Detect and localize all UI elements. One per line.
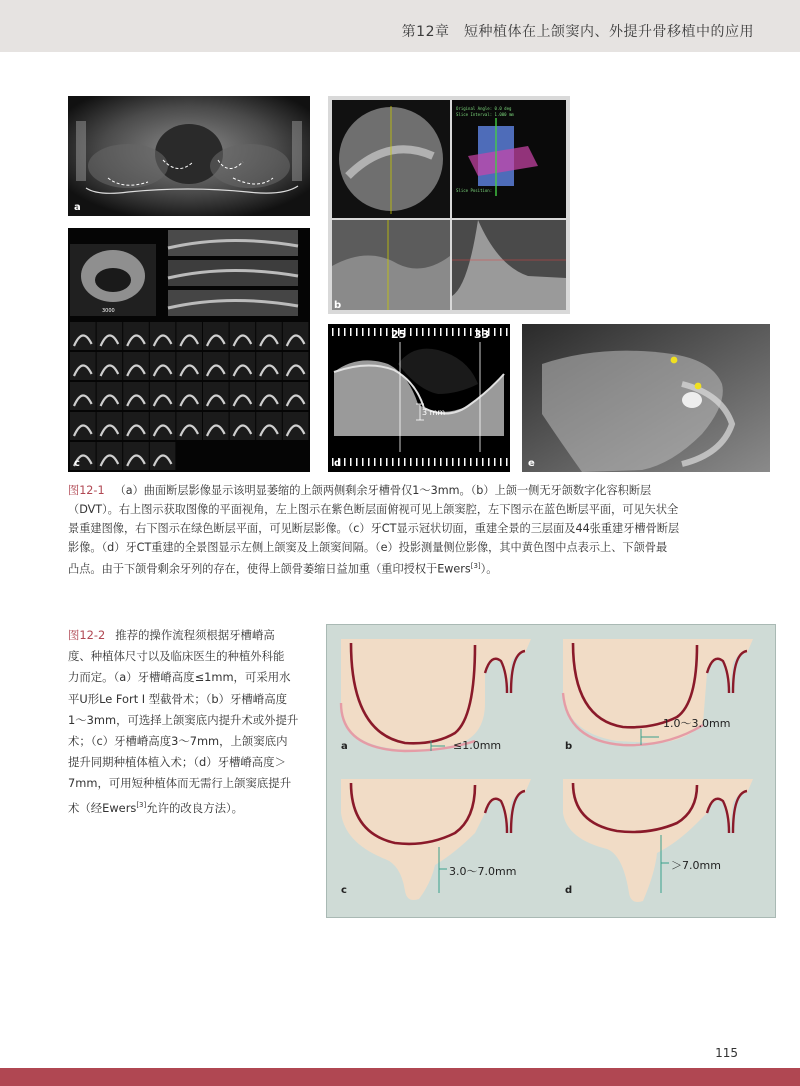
caption-line: 平U形Le Fort I 型截骨术；（b）牙槽嵴高度 xyxy=(68,691,287,706)
ruler-tick xyxy=(380,328,382,336)
ruler-tick xyxy=(410,458,412,466)
panoramic-xray-image xyxy=(68,96,310,216)
schematic-b xyxy=(557,633,767,769)
ruler-tick xyxy=(470,458,472,466)
ruler-tick xyxy=(356,458,358,466)
panel-letter-b: b xyxy=(334,300,342,311)
ruler-tick xyxy=(380,458,382,466)
panel-letter-a: a xyxy=(74,202,81,213)
ruler-tick xyxy=(386,458,388,466)
ruler-tick xyxy=(488,458,490,466)
ruler-tick xyxy=(446,328,448,336)
schematic-d xyxy=(557,773,767,909)
cephalometric-xray-image xyxy=(522,324,770,472)
figure-12-1-caption xyxy=(68,481,774,579)
ruler-tick xyxy=(458,328,460,336)
ruler-tick xyxy=(452,328,454,336)
caption-line: 7mm，可用短种植体而无需行上颌窦底提升 xyxy=(68,776,292,791)
panoramic-reconstruction-image xyxy=(328,324,510,472)
ruler-tick xyxy=(494,328,496,336)
ruler-tick xyxy=(476,458,478,466)
ruler-tick xyxy=(452,458,454,466)
ruler-tick xyxy=(434,328,436,336)
ruler-tick xyxy=(422,458,424,466)
ruler-tick xyxy=(350,458,352,466)
schematic-b-letter: b xyxy=(565,741,573,752)
ruler-tick xyxy=(392,458,394,466)
ruler-tick xyxy=(428,458,430,466)
caption-line: 图12-1 （a）曲面断层影像显示该明显萎缩的上颌两侧剩余牙槽骨仅1～3mm。（b）上颌一侧无牙颌数字化容积断层 xyxy=(68,484,652,497)
ruler-tick xyxy=(350,328,352,336)
schematic-c xyxy=(335,773,545,909)
panel-letter-d: d xyxy=(334,458,342,469)
figure-12-1-panel-b xyxy=(328,96,570,314)
schematic-b-label: 1.0～3.0mm xyxy=(663,717,731,730)
caption-line: 力而定。（a）牙槽嵴高度≤1mm，可采用水 xyxy=(68,670,291,685)
ruler-tick xyxy=(398,458,400,466)
figure-12-1-panel-e xyxy=(522,324,770,472)
ruler-tick xyxy=(434,458,436,466)
caption-line: 凸点。由于下颌骨剩余牙列的存在，使得上颌骨萎缩日益加重（重印授权于Ewers[3]）。 xyxy=(68,562,498,576)
ruler-tick xyxy=(446,458,448,466)
ruler-tick xyxy=(374,328,376,336)
schematic-d-letter: d xyxy=(565,885,573,896)
ruler-tick xyxy=(362,458,364,466)
figure-label: 图12-2 xyxy=(68,628,106,642)
ruler-tick xyxy=(332,328,334,336)
ruler-tick xyxy=(416,458,418,466)
caption-line: 景重建图像，右下图示在绿色断层平面，可见断层影像。（c）牙CT显示冠状切面，重建全景的三层面及44张重建牙槽骨断层 xyxy=(68,522,680,535)
schematic-c-label: 3.0～7.0mm xyxy=(449,865,517,878)
caption-line: 术（经Ewers[3]允许的改良方法）。 xyxy=(68,800,244,815)
caption-line: 提升同期种植体植入术；（d）牙槽嵴高度＞ xyxy=(68,755,286,770)
ruler-tick xyxy=(428,328,430,336)
measurement-label: 3 mm xyxy=(422,408,446,417)
dvt-views-image xyxy=(328,96,570,314)
schematic-a-label: ≤1.0mm xyxy=(453,739,502,752)
ruler-tick xyxy=(440,458,442,466)
figure-12-2-caption xyxy=(68,625,318,819)
ruler-tick xyxy=(464,458,466,466)
citation-ref: [3] xyxy=(136,800,147,809)
ruler-tick xyxy=(338,328,340,336)
ruler-label-33: 33 xyxy=(474,328,490,341)
ruler-tick xyxy=(368,458,370,466)
ruler-tick xyxy=(500,328,502,336)
svg-text:Slice Position:: Slice Position: xyxy=(456,188,493,193)
citation-ref: [3] xyxy=(470,562,481,570)
page-number: 115 xyxy=(715,1046,738,1060)
ruler-tick xyxy=(344,328,346,336)
ruler-label-25: 25 xyxy=(391,328,407,341)
dental-ct-slices-image xyxy=(68,228,310,472)
ruler-tick xyxy=(356,328,358,336)
caption-line: 术；（c）牙槽嵴高度3～7mm，上颌窦底内 xyxy=(68,734,288,749)
ruler-tick xyxy=(458,458,460,466)
ruler-tick xyxy=(464,328,466,336)
panel-letter-e: e xyxy=(528,458,535,469)
ruler-tick xyxy=(494,458,496,466)
figure-12-1-panel-c xyxy=(68,228,310,472)
page-header xyxy=(0,0,800,52)
svg-text:Original Angle: 0.0 deg: Original Angle: 0.0 deg xyxy=(456,106,512,111)
ruler-tick xyxy=(482,458,484,466)
footer-bar xyxy=(0,1068,800,1086)
ruler-tick xyxy=(362,328,364,336)
schematic-a-letter: a xyxy=(341,741,348,752)
caption-line: 影像。（d）牙CT重建的全景图显示左侧上颌窦及上颌窦间隔。（e）投影测量侧位影像，其中黄色图中点表示上、下颌骨最 xyxy=(68,541,668,554)
chapter-title: 第12章 短种植体在上颌窦内、外提升骨移植中的应用 xyxy=(401,24,754,40)
caption-line: 度、种植体尺寸以及临床医生的种植外科能 xyxy=(68,649,285,664)
ruler-tick xyxy=(410,328,412,336)
ct-scale-label: 3000 xyxy=(102,308,115,314)
caption-line: （DVT）。右上图示获取图像的平面视角，左上图示在紫色断层面俯视可见上颌窦腔，左下图示在蓝色断层平面，可见矢状全 xyxy=(68,503,679,516)
ruler-tick xyxy=(506,458,508,466)
schematic-d-label: ＞7.0mm xyxy=(671,859,721,872)
figure-label: 图12-1 xyxy=(68,484,105,497)
panel-letter-c: c xyxy=(74,458,80,469)
ruler-tick xyxy=(368,328,370,336)
figure-12-1-panel-d xyxy=(328,324,510,472)
caption-line: 1～3mm，可选择上颌窦底内提升术或外提升 xyxy=(68,712,299,727)
ruler-tick xyxy=(422,328,424,336)
figure-12-1-panel-a xyxy=(68,96,310,216)
ruler-tick xyxy=(500,458,502,466)
figure-12-2-schematic-panel xyxy=(326,624,776,918)
caption-line: 图12-2 推荐的操作流程须根据牙槽嵴高 xyxy=(68,628,275,642)
ruler-tick xyxy=(344,458,346,466)
ruler-tick xyxy=(440,328,442,336)
svg-text:Slice Interval: 1.000 mm: Slice Interval: 1.000 mm xyxy=(456,112,514,117)
ruler-tick xyxy=(416,328,418,336)
schematic-c-letter: c xyxy=(341,885,347,896)
ruler-tick xyxy=(506,328,508,336)
schematic-a xyxy=(335,633,545,769)
ruler-tick xyxy=(374,458,376,466)
ruler-tick xyxy=(404,458,406,466)
ruler-tick xyxy=(470,328,472,336)
ruler-tick xyxy=(386,328,388,336)
